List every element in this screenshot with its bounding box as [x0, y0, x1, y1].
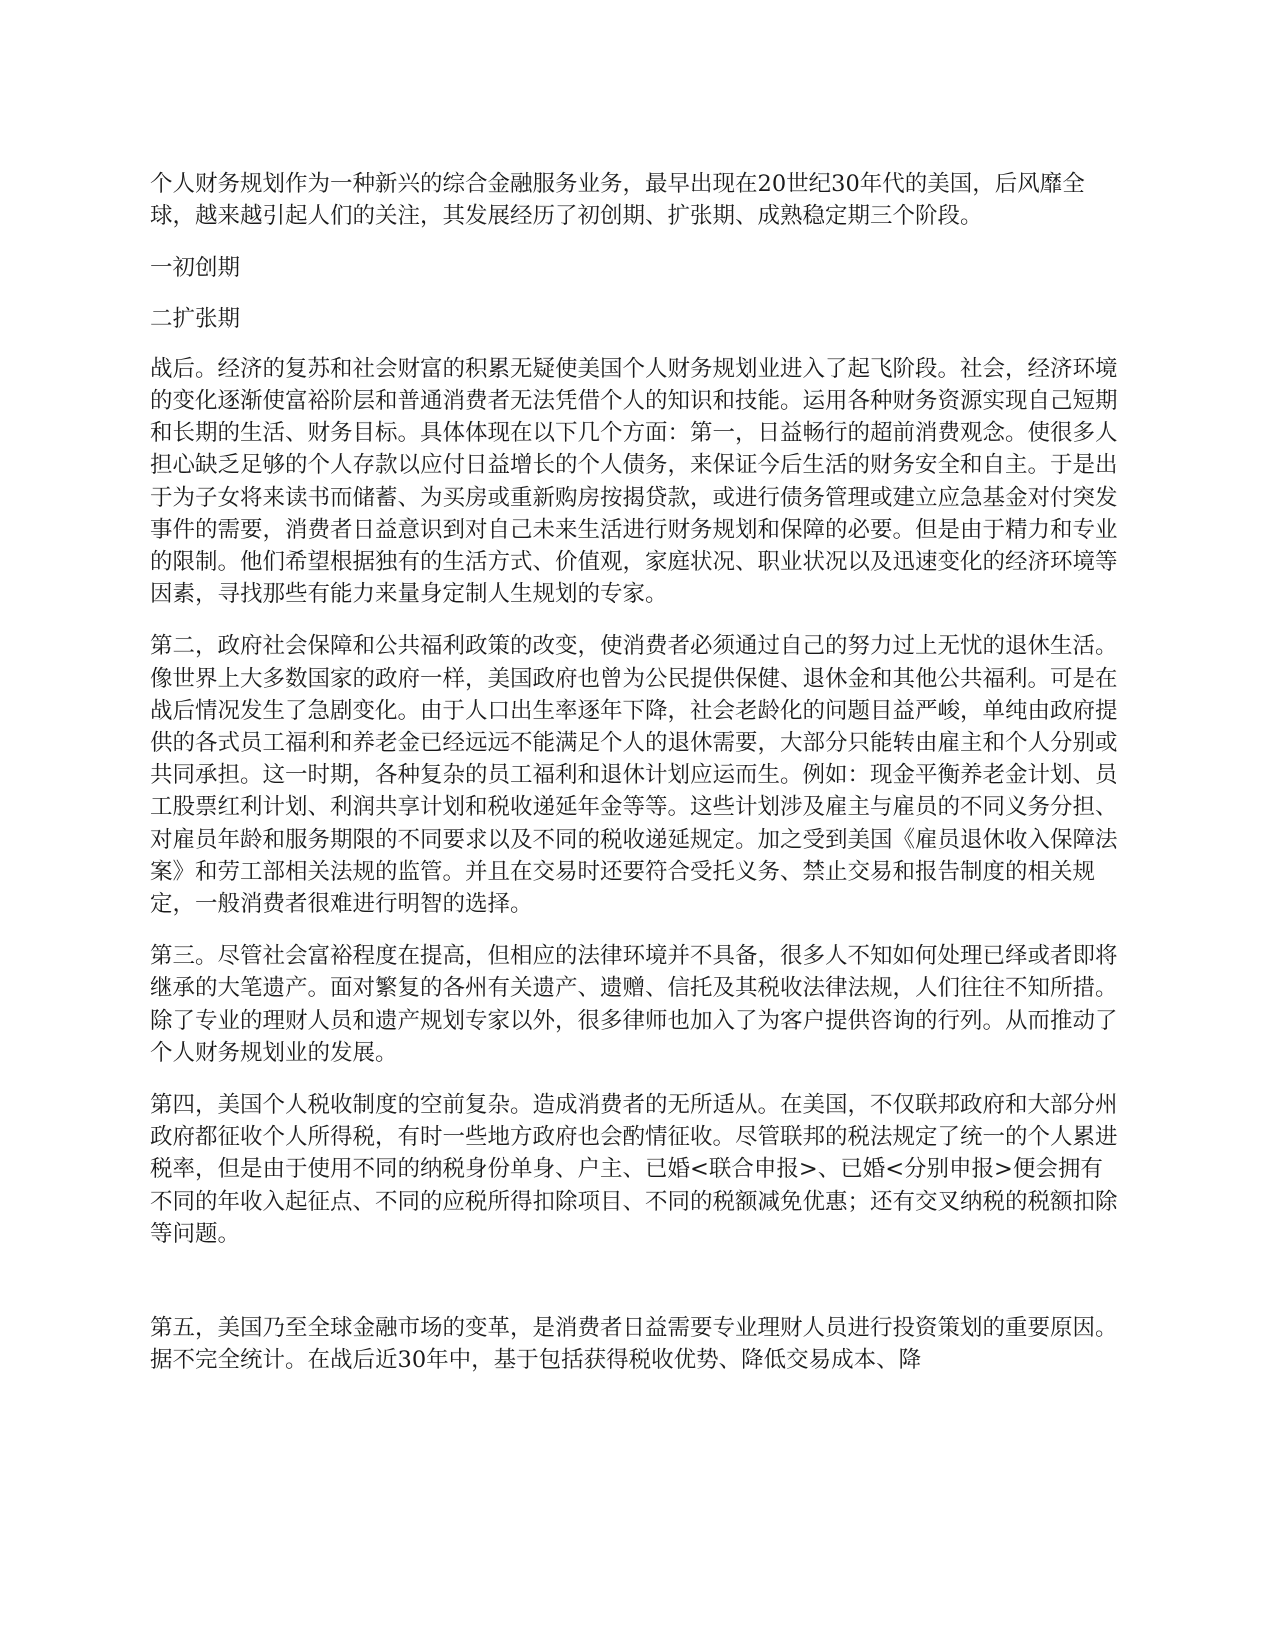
intro-paragraph: 个人财务规划作为一种新兴的综合金融服务业务，最早出现在20世纪30年代的美国，后风靡全球，越来越引起人们的关注，其发展经历了初创期、扩张期、成熟稳定期三个阶段。 [150, 171, 1085, 230]
section-heading-startup: 一初创期 [150, 255, 241, 282]
document-body [150, 168, 1125, 1397]
paragraph-postwar: 战后。经济的复苏和社会财富的积累无疑使美国个人财务规划业进入了起飞阶段。社会，经济环境的变化逐渐使富裕阶层和普通消费者无法凭借个人的知识和技能。运用各种财务资源实现自己短期和长期的生活、财务目标。具体体现在以下几个方面：第一，日益畅行的超前消费观念。使很多人担心缺乏足够的个人存款以应付日益增长的个人债务，来保证今后生活的财务安全和自主。于是出于为子女将来读书而储蓄、为买房或重新购房按揭贷款，或进行债务管理或建立应急基金对付突发事件的需要，消费者日益意识到对自己未来生活进行财务规划和保障的必要。但是由于精力和专业的限制。他们希望根据独有的生活方式、价值观，家庭状况、职业状况以及迅速变化的经济环境等因素，寻找那些有能力来量身定制人生规划的专家。 [150, 355, 1118, 608]
paragraph-fifth: 第五，美国乃至全球金融市场的变革，是消费者日益需要专业理财人员进行投资策划的重要原因。据不完全统计。在战后近30年中，基于包括获得税收优势、降低交易成本、降 [150, 1315, 1118, 1374]
section-heading-expansion: 二扩张期 [150, 305, 241, 332]
paragraph-second: 第二，政府社会保障和公共福利政策的改变，使消费者必须通过自己的努力过上无忧的退休生活。像世界上大多数国家的政府一样，美国政府也曾为公民提供保健、退休金和其他公共福利。可是在战后情况发生了急剧变化。由于人口出生率逐年下降，社会老龄化的问题目益严峻，单纯由政府提供的各式员工福利和养老金已经远远不能满足个人的退休需要，大部分只能转由雇主和个人分别或共同承担。这一时期，各种复杂的员工福利和退休计划应运而生。例如：现金平衡养老金计划、员工股票红利计划、利润共享计划和税收递延年金等等。这些计划涉及雇主与雇员的不同义务分担、对雇员年龄和服务期限的不同要求以及不同的税收递延规定。加之受到美国《雇员退休收入保障法案》和劳工部相关法规的监管。并且在交易时还要符合受托义务、禁止交易和报告制度的相关规定，一般消费者很难进行明智的选择。 [150, 633, 1118, 918]
paragraph-third: 第三。尽管社会富裕程度在提高，但相应的法律环境并不具备，很多人不知如何处理已绎或者即将继承的大笔遗产。面对繁复的各州有关遗产、遗赠、信托及其税收法律法规，人们往往不知所措。除了专业的理财人员和遗产规划专家以外，很多律师也加入了为客户提供咨询的行列。从而推动了个人财务规划业的发展。 [150, 943, 1118, 1066]
paragraph-fourth: 第四，美国个人税收制度的空前复杂。造成消费者的无所适从。在美国，不仅联邦政府和大部分州政府都征收个人所得税，有时一些地方政府也会酌情征收。尽管联邦的税法规定了统一的个人累进税率，但是由于使用不同的纳税身份单身、户主、已婚<联合申报>、已婚<分别申报>便会拥有不同的年收入起征点、不同的应税所得扣除项目、不同的税额减免优惠；还有交叉纳税的税额扣除等问题。 [150, 1092, 1118, 1247]
